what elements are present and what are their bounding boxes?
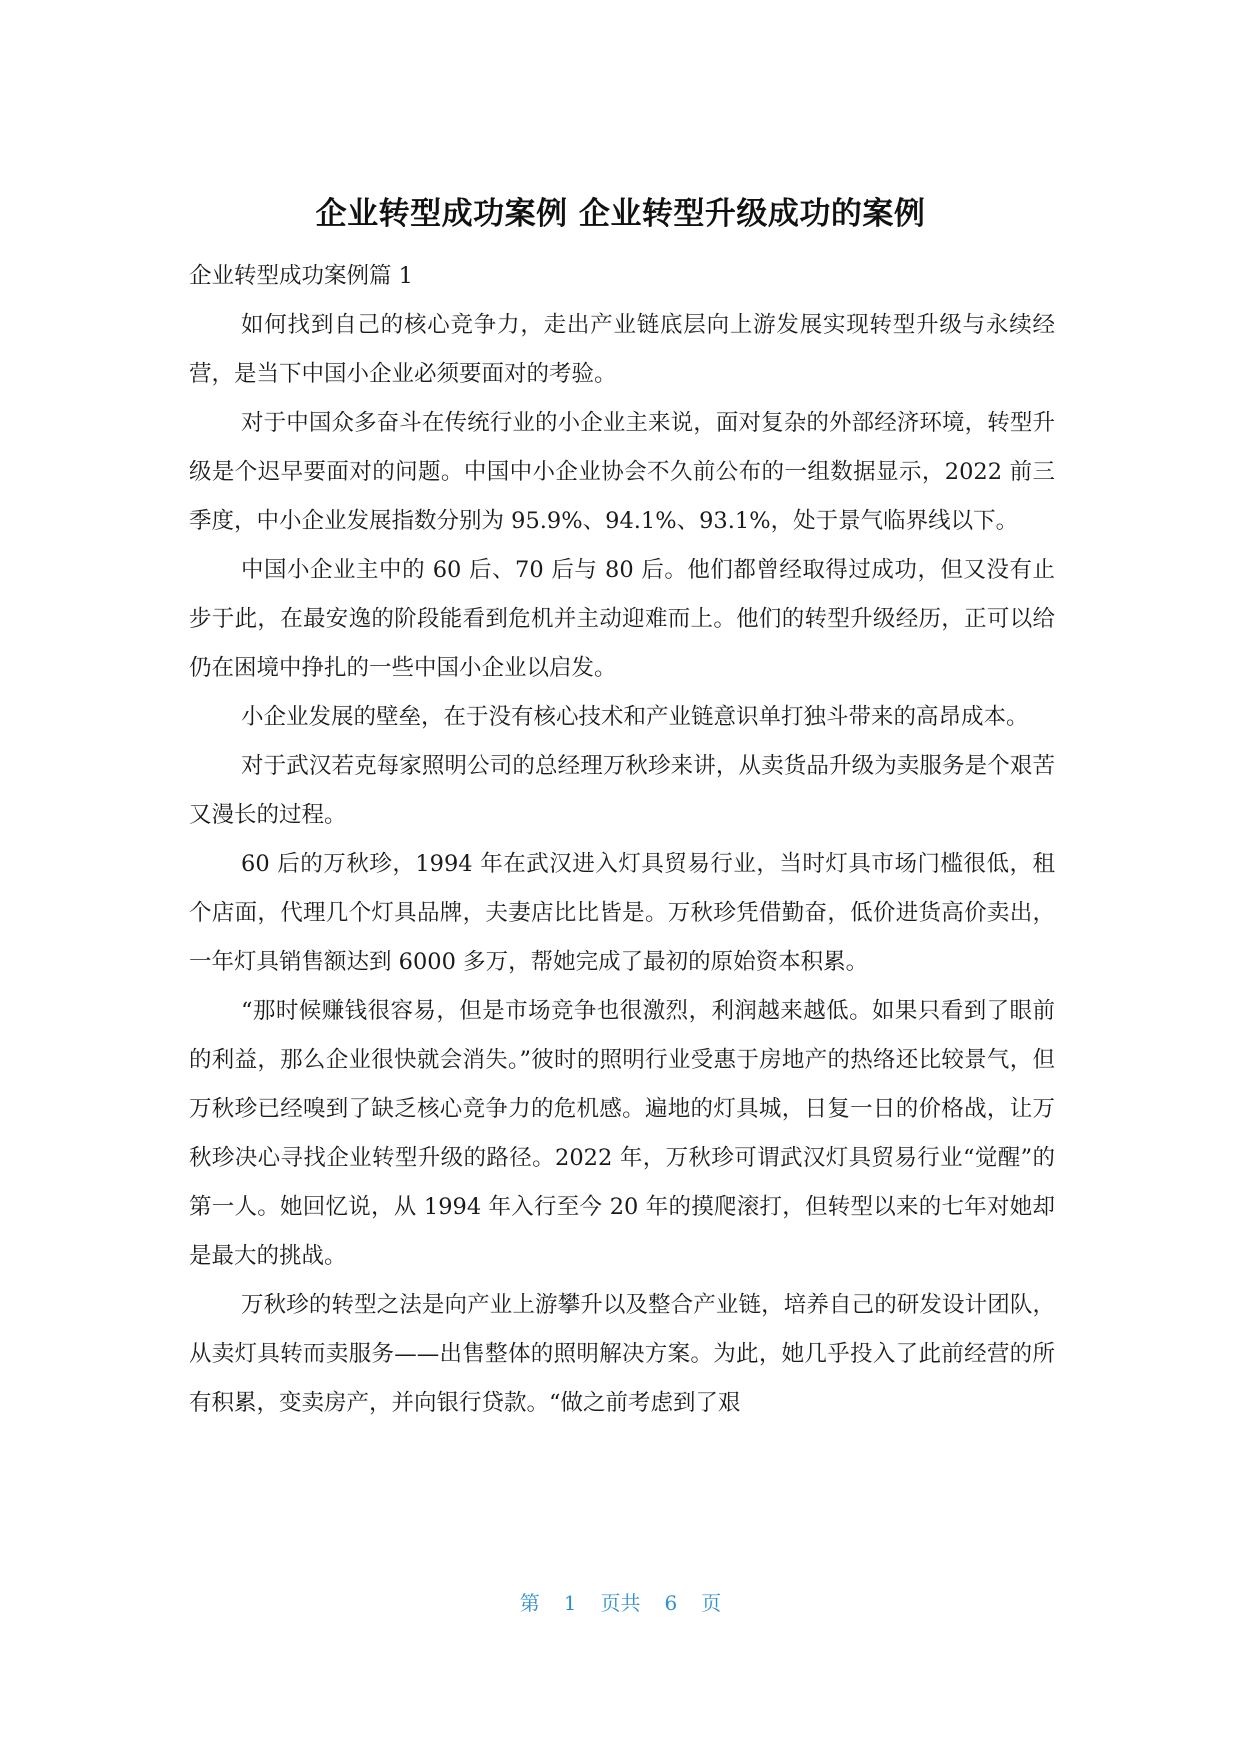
section-heading: 企业转型成功案例篇 1 bbox=[189, 263, 413, 289]
paragraph-6: 60 后的万秋珍，1994 年在武汉进入灯具贸易行业，当时灯具市场门槛很低，租个店面，代理几个灯具品牌，夫妻店比比皆是。万秋珍凭借勤奋，低价进货高价卖出，一年灯具销售额达到 6000 多万，帮她完成了最初的原始资本积累。 bbox=[189, 851, 1055, 975]
document-title: 企业转型成功案例 企业转型升级成功的案例 bbox=[315, 196, 926, 232]
paragraph-5: 对于武汉若克每家照明公司的总经理万秋珍来讲，从卖货品升级为卖服务是个艰苦又漫长的过程。 bbox=[189, 753, 1055, 828]
page-footer bbox=[0, 1587, 1241, 1616]
footer-page-label: 第 bbox=[519, 1591, 540, 1615]
paragraph-4: 小企业发展的壁垒，在于没有核心技术和产业链意识单打独斗带来的高昂成本。 bbox=[241, 704, 1029, 730]
paragraph-2: 对于中国众多奋斗在传统行业的小企业主来说，面对复杂的外部经济环境，转型升级是个迟早要面对的问题。中国中小企业协会不久前公布的一组数据显示，2022 前三季度，中小企业发展指数分别为 95.9%、94.1%、93.1%，处于景气临界线以下。 bbox=[189, 410, 1055, 534]
footer-total-pages: 6 bbox=[664, 1591, 678, 1615]
paragraph-7: “那时候赚钱很容易，但是市场竞争也很激烈，利润越来越低。如果只看到了眼前的利益，那么企业很快就会消失。”彼时的照明行业受惠于房地产的热络还比较景气，但万秋珍已经嗅到了缺乏核心竞争力的危机感。遍地的灯具城，日复一日的价格战，让万秋珍决心寻找企业转型升级的路径。2022 年，万秋珍可谓武汉灯具贸易行业“觉醒”的第一人。她回忆说，从 1994 年入行至今 20 年的摸爬滚打，但转型以来的七年对她却是最大的挑战。 bbox=[189, 998, 1055, 1269]
footer-page-number: 1 bbox=[563, 1591, 577, 1615]
paragraph-1: 如何找到自己的核心竞争力，走出产业链底层向上游发展实现转型升级与永续经营，是当下中国小企业必须要面对的考验。 bbox=[189, 312, 1055, 387]
footer-total-word: 页 bbox=[701, 1591, 722, 1615]
paragraph-8: 万秋珍的转型之法是向产业上游攀升以及整合产业链，培养自己的研发设计团队，从卖灯具转而卖服务——出售整体的照明解决方案。为此，她几乎投入了此前经营的所有积累，变卖房产，并向银行贷款。“做之前考虑到了艰 bbox=[189, 1292, 1055, 1416]
document-body bbox=[189, 252, 1055, 1428]
paragraph-3: 中国小企业主中的 60 后、70 后与 80 后。他们都曾经取得过成功，但又没有止步于此，在最安逸的阶段能看到危机并主动迎难而上。他们的转型升级经历，正可以给仍在困境中挣扎的一些中国小企业以启发。 bbox=[189, 557, 1055, 681]
footer-page-word: 页共 bbox=[600, 1591, 641, 1615]
